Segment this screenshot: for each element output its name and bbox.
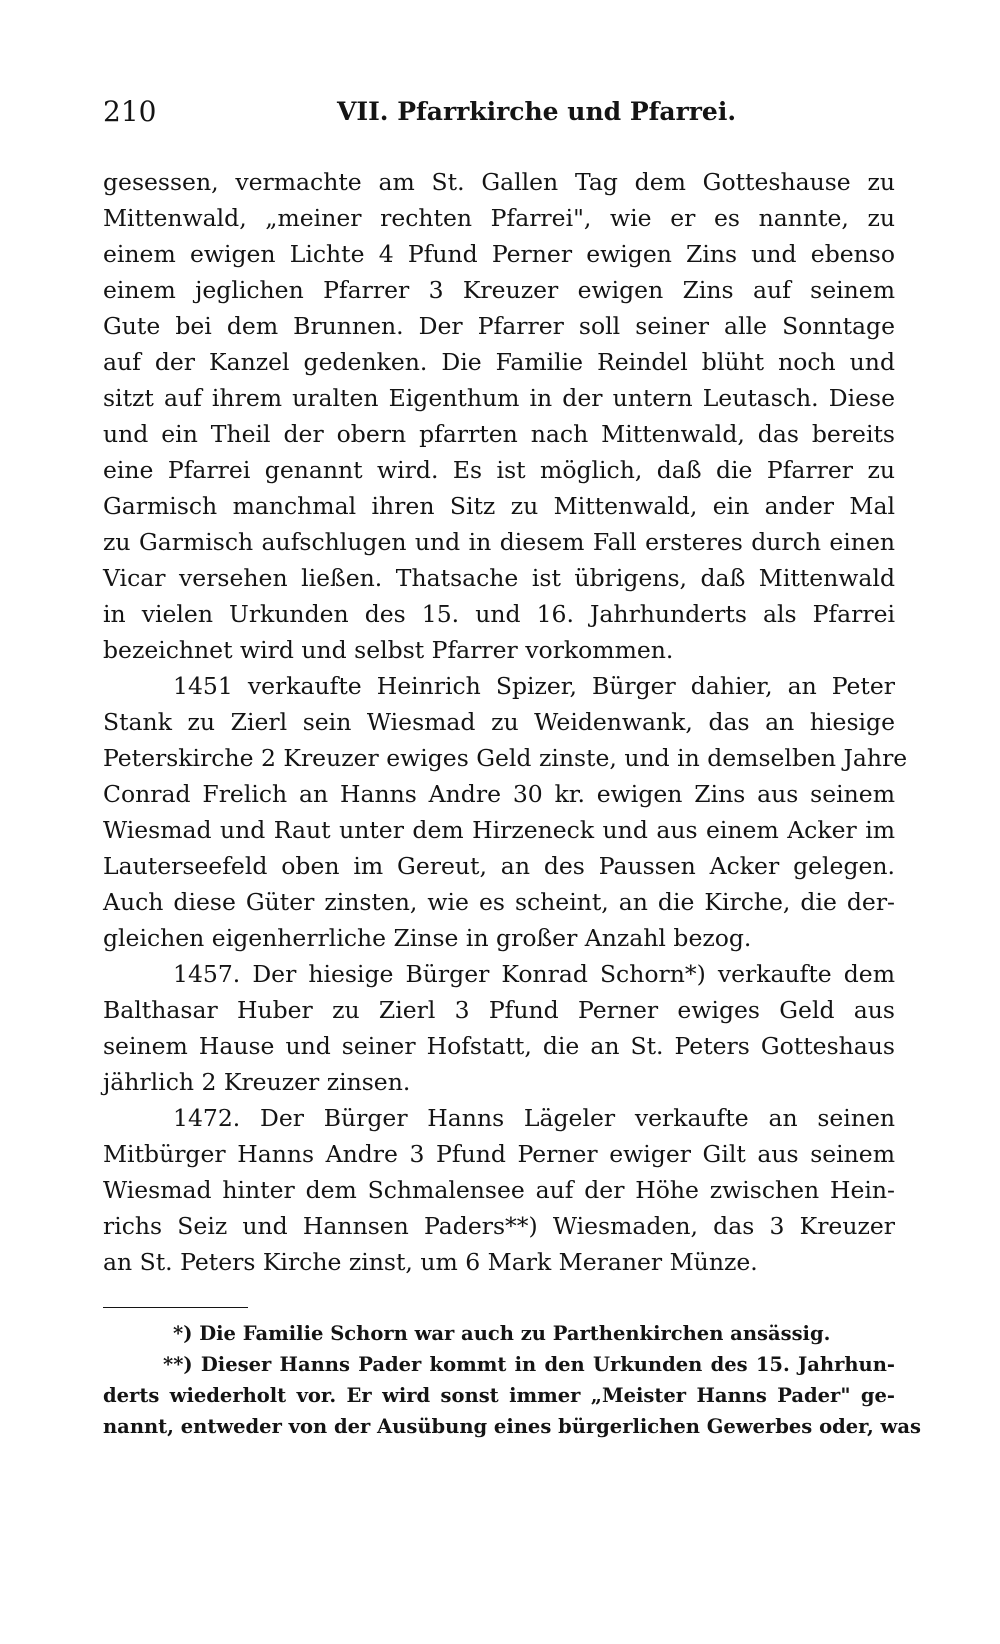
text-line: an St. Peters Kirche zinst, um 6 Mark Meraner Münze. bbox=[103, 1248, 758, 1276]
text-line: eine Pfarrei genannt wird. Es ist möglich, daß die Pfarrer zu bbox=[103, 456, 895, 484]
text-line: einem jeglichen Pfarrer 3 Kreuzer ewigen Zins auf seinem bbox=[103, 276, 895, 304]
text-line: Mittenwald, „meiner rechten Pfarrei", wie er es nannte, zu bbox=[103, 204, 895, 232]
text-line: Garmisch manchmal ihren Sitz zu Mittenwald, ein ander Mal bbox=[103, 492, 895, 520]
text-line: gleichen eigenherrliche Zinse in großer Anzahl bezog. bbox=[103, 924, 752, 952]
text-line: seinem Hause und seiner Hofstatt, die an St. Peters Gotteshaus bbox=[103, 1032, 895, 1060]
text-line: gesessen, vermachte am St. Gallen Tag dem Gotteshause zu bbox=[103, 168, 895, 196]
footnote-divider bbox=[103, 1307, 248, 1308]
footnote-line: derts wiederholt vor. Er wird sonst immer „Meister Hanns Pader" ge- bbox=[103, 1384, 895, 1407]
page-header bbox=[103, 92, 895, 132]
footnote-1: *) Die Familie Schorn war auch zu Parthenkirchen ansässig. bbox=[173, 1322, 831, 1345]
text-line: Gute bei dem Brunnen. Der Pfarrer soll seiner alle Sonntage bbox=[103, 312, 895, 340]
text-line: 1472. Der Bürger Hanns Lägeler verkaufte an seinen bbox=[173, 1104, 895, 1132]
paragraph-3 bbox=[103, 956, 895, 1100]
paragraph-1 bbox=[103, 164, 895, 668]
text-line: Auch diese Güter zinsten, wie es scheint, an die Kirche, die der- bbox=[103, 888, 895, 916]
paragraph-2 bbox=[103, 668, 908, 956]
text-line: einem ewigen Lichte 4 Pfund Perner ewigen Zins und ebenso bbox=[103, 240, 895, 268]
paragraph-4 bbox=[103, 1100, 895, 1280]
text-line: sitzt auf ihrem uralten Eigenthum in der untern Leutasch. Diese bbox=[103, 384, 895, 412]
footnote-line: nannt, entweder von der Ausübung eines bürgerlichen Gewerbes oder, was bbox=[103, 1415, 921, 1438]
text-line: Stank zu Zierl sein Wiesmad zu Weidenwank, das an hiesige bbox=[103, 708, 895, 736]
text-line: Mitbürger Hanns Andre 3 Pfund Perner ewiger Gilt aus seinem bbox=[103, 1140, 895, 1168]
footnote-line: **) Dieser Hanns Pader kommt in den Urkunden des 15. Jahrhun- bbox=[163, 1353, 895, 1376]
text-line: in vielen Urkunden des 15. und 16. Jahrhunderts als Pfarrei bbox=[103, 600, 895, 628]
page-number: 210 bbox=[103, 95, 157, 128]
text-line: und ein Theil der obern pfarrten nach Mittenwald, das bereits bbox=[103, 420, 895, 448]
text-line: Peterskirche 2 Kreuzer ewiges Geld zinste, und in demselben Jahre bbox=[103, 744, 908, 772]
text-line: Balthasar Huber zu Zierl 3 Pfund Perner ewiges Geld aus bbox=[103, 996, 895, 1024]
running-title: VII. Pfarrkirche und Pfarrei. bbox=[337, 97, 737, 126]
text-line: 1457. Der hiesige Bürger Konrad Schorn*) verkaufte dem bbox=[173, 960, 895, 988]
text-line: Vicar versehen ließen. Thatsache ist übrigens, daß Mittenwald bbox=[103, 564, 895, 592]
text-line: zu Garmisch aufschlugen und in diesem Fall ersteres durch einen bbox=[103, 528, 895, 556]
text-line: jährlich 2 Kreuzer zinsen. bbox=[103, 1068, 411, 1096]
text-line: bezeichnet wird und selbst Pfarrer vorkommen. bbox=[103, 636, 674, 664]
text-line: Wiesmad hinter dem Schmalensee auf der Höhe zwischen Hein- bbox=[103, 1176, 895, 1204]
main-text bbox=[103, 164, 908, 1280]
text-line: 1451 verkaufte Heinrich Spizer, Bürger dahier, an Peter bbox=[173, 672, 895, 700]
text-line: Conrad Frelich an Hanns Andre 30 kr. ewigen Zins aus seinem bbox=[103, 780, 895, 808]
text-line: richs Seiz und Hannsen Paders**) Wiesmaden, das 3 Kreuzer bbox=[103, 1212, 895, 1240]
footnote-2 bbox=[103, 1349, 921, 1442]
text-line: auf der Kanzel gedenken. Die Familie Reindel blüht noch und bbox=[103, 348, 895, 376]
footnotes bbox=[103, 1318, 921, 1442]
text-line: Wiesmad und Raut unter dem Hirzeneck und aus einem Acker im bbox=[103, 816, 895, 844]
text-line: Lauterseefeld oben im Gereut, an des Paussen Acker gelegen. bbox=[103, 852, 895, 880]
